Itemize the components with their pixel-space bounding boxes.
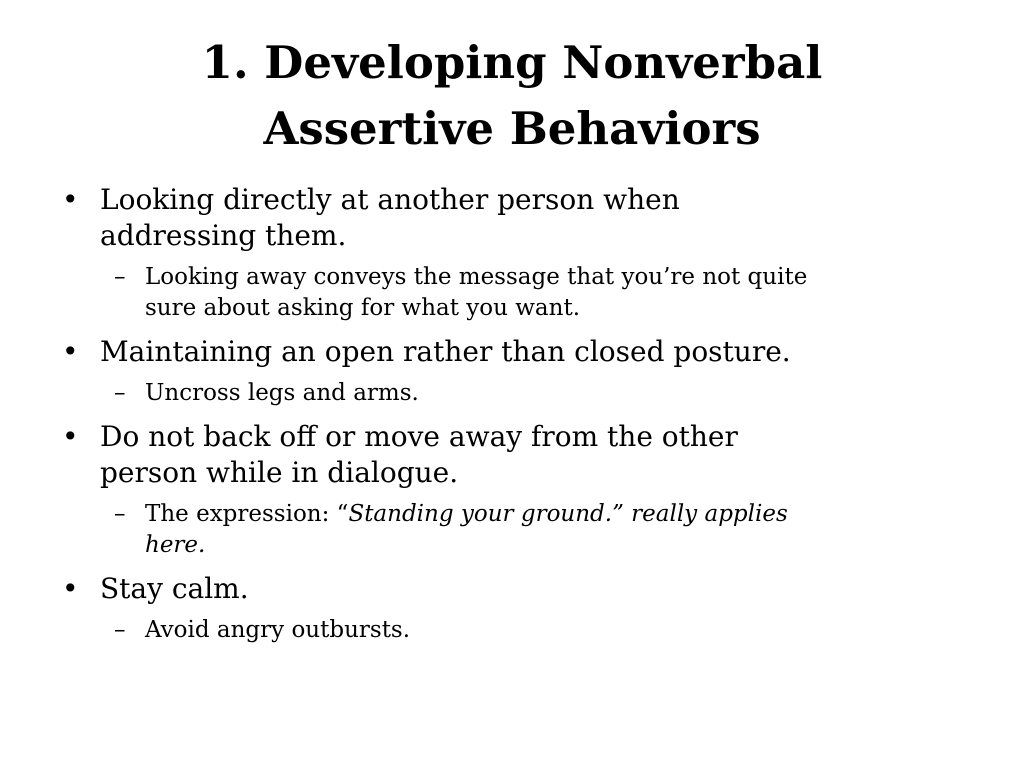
sub-bullet-text-line: Avoid angry outbursts. [145,617,411,643]
sub-bullet-marker: – [114,264,126,290]
sub-bullet-italic-text: here. [145,532,206,558]
bullet-text-line: Do not back off or move away from the other [100,420,738,453]
bullet-marker: • [62,420,79,453]
title-line-1: 1. Developing Nonverbal [201,36,823,89]
bullet-item [62,182,962,254]
bullet-marker: • [62,335,79,368]
title-line-2: Assertive Behaviors [263,102,761,155]
bullet-text-line: person while in dialogue. [100,456,459,489]
sub-bullet-italic-text: Standing your ground.” really applies [348,501,788,527]
sub-bullet-prefix: The expression: “ [145,501,349,527]
sub-bullet-item [62,615,962,646]
bullet-list [62,182,962,646]
sub-bullet-item [62,262,962,324]
bullet-marker: • [62,572,79,605]
sub-bullet-text-line: Looking away conveys the message that you’re not quite [145,264,808,290]
bullet-text-line: Stay calm. [100,572,249,605]
sub-bullet-text-line [145,499,962,530]
bullet-marker: • [62,183,79,216]
bullet-item [62,334,962,370]
sub-bullet-item [62,499,962,561]
sub-bullet-marker: – [114,501,126,527]
slide-title [60,30,964,162]
sub-bullet-text-line: Uncross legs and arms. [145,380,419,406]
bullet-text-line: Looking directly at another person when [100,183,680,216]
sub-bullet-marker: – [114,617,126,643]
bullet-item [62,419,962,491]
bullet-text-line: addressing them. [100,219,347,252]
sub-bullet-item [62,378,962,409]
bullet-item [62,571,962,607]
sub-bullet-marker: – [114,380,126,406]
bullet-text-line: Maintaining an open rather than closed posture. [100,335,791,368]
sub-bullet-text-line: sure about asking for what you want. [145,295,581,321]
